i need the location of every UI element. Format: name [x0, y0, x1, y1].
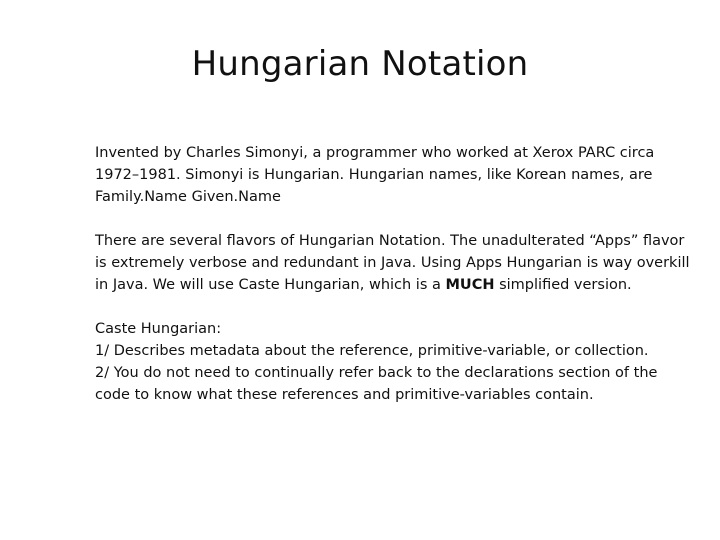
- text-line-mixed: [95, 274, 700, 296]
- text-segment: simplified version.: [494, 277, 632, 293]
- text-line: 1972–1981. Simonyi is Hungarian. Hungarian names, like Korean names, are: [95, 167, 653, 183]
- text-line: 1/ Describes metadata about the reference, primitive-variable, or collection.: [95, 343, 649, 359]
- text-line: code to know what these references and primitive-variables contain.: [95, 387, 594, 403]
- paragraph-caste-hungarian: [95, 318, 700, 406]
- paragraph-origin: [95, 142, 700, 208]
- text-line: is extremely verbose and redundant in Java. Using Apps Hungarian is way overkill: [95, 255, 690, 271]
- text-segment: in Java. We will use Caste Hungarian, which is a: [95, 277, 446, 293]
- text-line: Caste Hungarian:: [95, 321, 222, 337]
- text-line: Invented by Charles Simonyi, a programmer who worked at Xerox PARC circa: [95, 145, 655, 161]
- text-line: There are several flavors of Hungarian Notation. The unadulterated “Apps” flavor: [95, 233, 685, 249]
- text-line: Family.Name Given.Name: [95, 189, 281, 205]
- emphasis-text: MUCH: [445, 277, 495, 293]
- text-line: 2/ You do not need to continually refer back to the declarations section of the: [95, 365, 658, 381]
- slide-body: [95, 142, 700, 428]
- slide-title: Hungarian Notation: [191, 44, 529, 84]
- paragraph-flavors: [95, 230, 700, 296]
